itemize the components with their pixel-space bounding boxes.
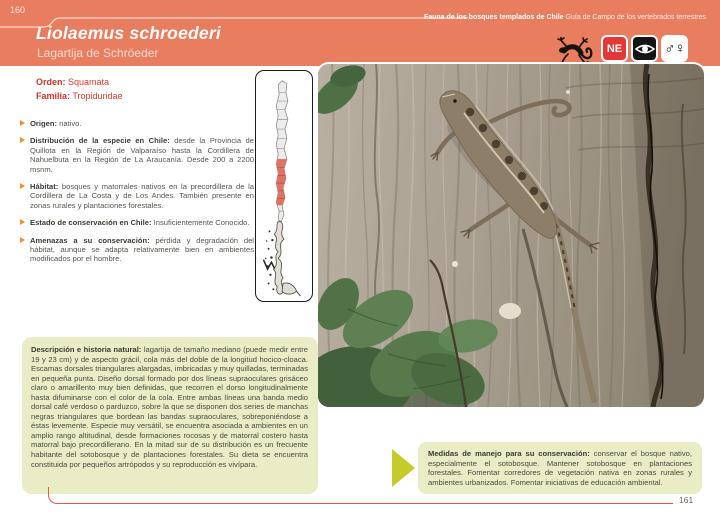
- fact-label: Distribución de la especie en Chile:: [30, 136, 170, 146]
- fact-text: bosques y matorrales nativos en la precordillera de la Cordillera de La Costa y de Los Andes. También presente en zonas rurales y plantaciones forestales.: [30, 182, 254, 210]
- fact-label: Hábitat:: [30, 182, 59, 192]
- family-row: [36, 89, 123, 103]
- family-value: Tropiduridae: [72, 91, 123, 101]
- description-box: [22, 337, 318, 494]
- fact-label: Origen:: [30, 119, 58, 128]
- series-header: [424, 14, 706, 21]
- page-number-right: 161: [679, 495, 694, 505]
- bullet-arrow-icon: [20, 219, 25, 225]
- eye-badge: [631, 35, 658, 62]
- eye-icon: [634, 40, 656, 58]
- bullet-arrow-icon: [20, 120, 25, 126]
- series-title-bold: Fauna de los bosques templados de Chile: [423, 14, 564, 21]
- facts-list: [20, 119, 258, 272]
- description-label: Descripción e historia natural:: [31, 345, 142, 354]
- bark-pale-spot: [499, 303, 521, 319]
- species-photo: [316, 62, 706, 409]
- management-label: Medidas de manejo para su conservación:: [428, 449, 590, 458]
- order-row: [36, 75, 123, 89]
- bullet-arrow-icon: [20, 237, 25, 243]
- fact-text: pérdida y degradación del hábitat, aunque se adapta relativamente bien en ambientes modificados por el hombre.: [30, 235, 254, 264]
- bullet-arrow-icon: [20, 137, 25, 143]
- fact-text: nativo.: [59, 119, 82, 128]
- map-south-mark: [264, 260, 275, 269]
- male-female-badge: ♂♀: [661, 35, 688, 62]
- page-number-left: 160: [10, 5, 26, 15]
- fact-estado: [20, 218, 258, 227]
- lizard-on-bark-illustration: [318, 64, 704, 407]
- fact-label: Estado de conservación en Chile:: [30, 218, 152, 228]
- fact-text: desde la Provincia de Quillota en la Región de Valparaíso hasta la Cordillera de Nahuelbuta en la Región de La Araucanía. Desde 200 a 2200 msnm.: [30, 136, 254, 174]
- series-title-regular: Guía de Campo de los vertebrados terrestres: [565, 14, 706, 21]
- order-value: Squamata: [68, 77, 110, 87]
- fact-label: Amenazas a su conservación:: [30, 235, 150, 245]
- distribution-map: [255, 70, 313, 302]
- conservation-status-badge: NE: [601, 35, 628, 62]
- management-text: conservar el bosque nativo, especialmente el sotobosque. Mantener sotobosque en plantaciones forestales. Fomentar corredores de vegetación nativa en zonas rurales y ambientes urbanizados. Fomentar iniciativas de educación ambiental.: [428, 449, 692, 487]
- lime-arrow-icon: [392, 449, 415, 487]
- description-text: lagartija de tamaño mediano (puede medir entre 19 y 23 cm) y de aspecto grácil, cola más del doble de la longitud hocico-cloaca. Escamas dorsales triangulares alargadas, imbricadas y muy quilladas, terminadas en pequeña punta. Diseño dorsal formado por dos líneas supraoculares grisáceo claro o amarillento muy bien definidas, que recorren el dorso longitudinalmente hasta difuminarse con el color de la cola. Entre ambas líneas una banda medio dorsal café verdoso o parduzco, sobre la que se disponen dos series de manchas negras triangulares que bordean las bandas supraoculares, sobreponiéndose a éstas levemente. Especie muy versátil, se encuentra asociada a ambientes en un amplio rango altitudinal, desde formaciones rocosas y de matorral costero hasta matorral bajo precordillerano. En la mitad sur de su distribución es un frecuente habitante del sotobosque y de plantaciones forestales. Su dieta se encuentra constituida por pequeños artrópodos y su reproducción es vivípara.: [31, 345, 308, 469]
- chile-map: [256, 71, 312, 301]
- species-title: Liolaemus schroederi: [36, 23, 221, 43]
- species-common-name: Lagartija de Schröeder: [37, 46, 159, 60]
- fact-text: Insuficientemente Conocido.: [153, 218, 250, 228]
- fact-origen: [20, 119, 258, 128]
- bullet-arrow-icon: [20, 183, 25, 189]
- fact-habitat: [20, 182, 258, 210]
- fact-amenazas: [20, 236, 258, 264]
- fact-distribucion: [20, 136, 258, 174]
- taxonomy-block: [36, 75, 123, 103]
- family-label: Familia:: [36, 91, 71, 101]
- lizard-silhouette-icon: [556, 37, 596, 65]
- order-label: Orden:: [36, 77, 66, 87]
- footer-rule: [48, 487, 673, 504]
